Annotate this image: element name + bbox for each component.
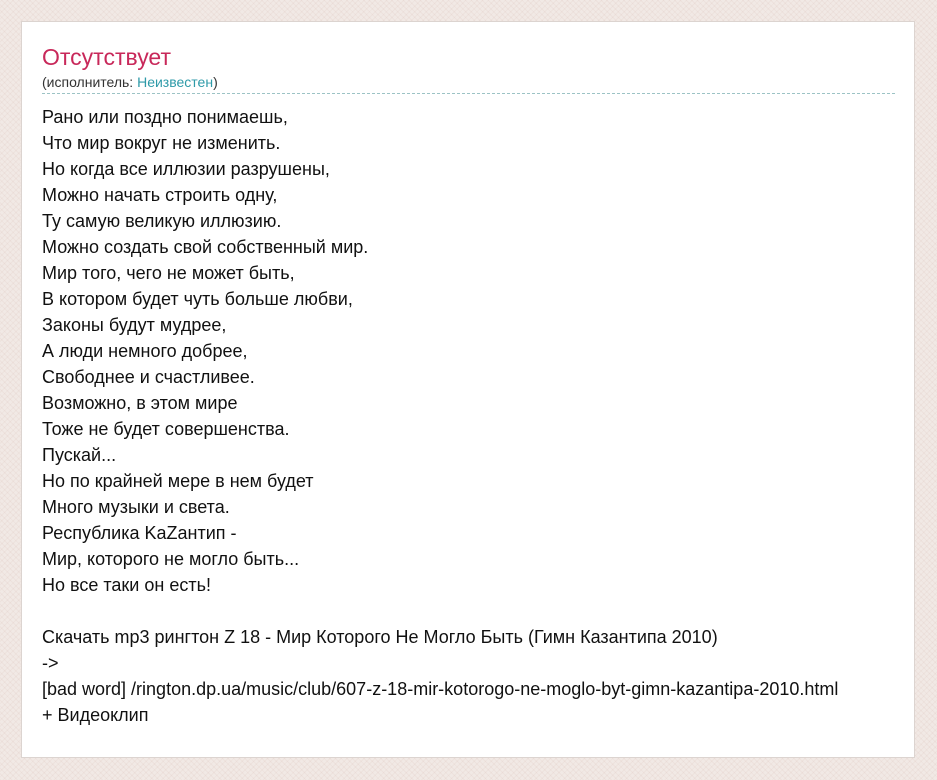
- lyric-line: Тоже не будет совершенства.: [42, 419, 290, 439]
- lyric-line: Пускай...: [42, 445, 117, 465]
- lyric-line: Но все таки он есть!: [42, 575, 211, 595]
- lyric-line: Законы будут мудрее,: [42, 315, 227, 335]
- lyric-line: Мир того, чего не может быть,: [42, 263, 295, 283]
- lyric-line: Рано или поздно понимаешь,: [42, 107, 288, 127]
- lyric-line: Много музыки и света.: [42, 497, 230, 517]
- lyrics-text: [42, 104, 838, 728]
- videoclip-text: + Видеоклип: [42, 705, 149, 725]
- lyric-line: А люди немного добрее,: [42, 341, 248, 361]
- lyric-line: Что мир вокруг не изменить.: [42, 133, 281, 153]
- lyric-line: Мир, которого не могло быть...: [42, 549, 300, 569]
- lyric-line: В котором будет чуть больше любви,: [42, 289, 353, 309]
- artist-suffix: ): [213, 74, 218, 90]
- artist-link[interactable]: Неизвестен: [137, 74, 214, 90]
- blank-line: [42, 598, 838, 624]
- artist-prefix: (исполнитель:: [42, 74, 138, 90]
- lyric-line: Свободнее и счастливее.: [42, 367, 255, 387]
- lyric-line: Но когда все иллюзии разрушены,: [42, 159, 330, 179]
- lyric-line: Ту самую великую иллюзию.: [42, 211, 282, 231]
- lyric-line: Республика KaZантип -: [42, 523, 237, 543]
- lyrics-card: [21, 21, 915, 758]
- download-ringtone-text: Скачать mp3 рингтон Z 18 - Мир Которого Не Могло Быть (Гимн Казантипа 2010): [42, 627, 718, 647]
- lyric-line: Но по крайней мере в нем будет: [42, 471, 314, 491]
- artist-line: [42, 73, 895, 94]
- ringtone-url-text: [bad word] /rington.dp.ua/music/club/607-z-18-mir-kotorogo-ne-moglo-byt-gimn-kazantipa-2010.html: [42, 679, 839, 699]
- lyric-line: Можно создать свой собственный мир.: [42, 237, 369, 257]
- lyric-line: Возможно, в этом мире: [42, 393, 238, 413]
- song-title: Отсутствует: [42, 44, 171, 70]
- arrow-text: ->: [42, 653, 59, 673]
- lyric-line: Можно начать строить одну,: [42, 185, 278, 205]
